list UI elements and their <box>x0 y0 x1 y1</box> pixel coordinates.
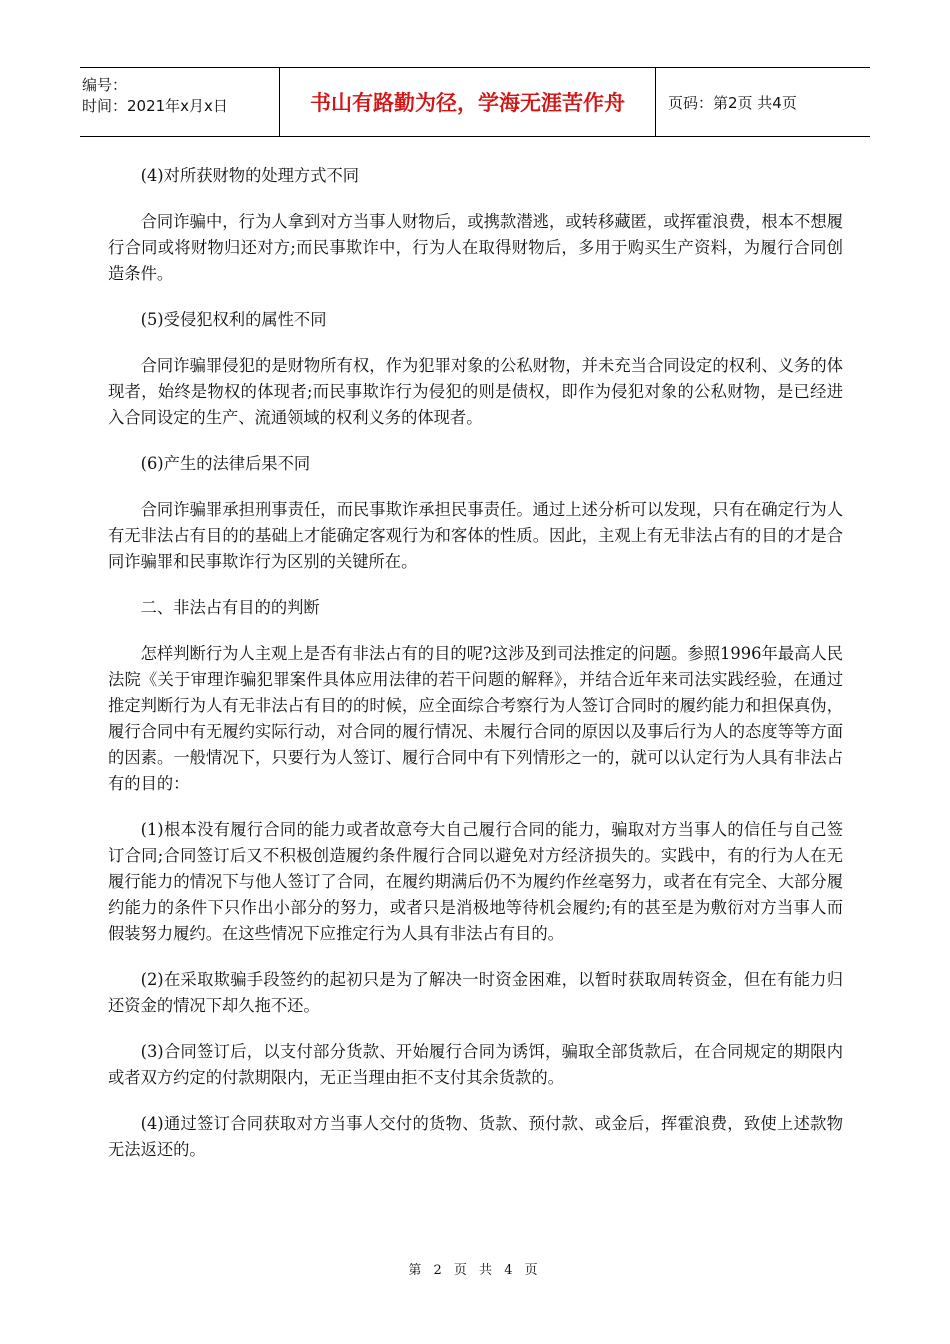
header-meta <box>80 68 280 136</box>
paragraph: (5)受侵犯权利的属性不同 <box>140 310 327 329</box>
paragraph: 怎样判断行为人主观上是否有非法占有的目的呢?这涉及到司法推定的问题。参照1996年最高人民法院《关于审理诈骗犯罪案件具体应用法律的若干问题的解释》，并结合近年来司法实践经验，在通过推定判断行为人有无非法占有目的的时候，应全面综合考察行为人签订合同时的履约能力和担保真伪，履行合同中有无履约实际行动，对合同的履行情况、未履行合同的原因以及事后行为人的态度等等方面的因素。一般情况下，只要行为人签订、履行合同中有下列情形之一的，就可以认定行为人具有非法占有的目的： <box>108 644 843 793</box>
paragraph: (4)通过签订合同获取对方当事人交付的货物、货款、预付款、或金后，挥霍浪费，致使上述款物无法返还的。 <box>108 1114 843 1159</box>
paragraph: 合同诈骗罪承担刑事责任，而民事欺诈承担民事责任。通过上述分析可以发现，只有在确定行为人有无非法占有目的的基础上才能确定客观行为和客体的性质。因此，主观上有无非法占有的目的才是合同诈骗罪和民事欺诈行为区别的关键所在。 <box>108 500 843 571</box>
paragraph: (6)产生的法律后果不同 <box>140 454 311 473</box>
page-header <box>80 67 870 137</box>
header-page-label: 页码：第2页 共4页 <box>668 93 797 112</box>
paragraph: 合同诈骗罪侵犯的是财物所有权，作为犯罪对象的公私财物，并未充当合同设定的权利、义务的体现者，始终是物权的体现者;而民事欺诈行为侵犯的则是债权，即作为侵犯对象的公私财物，是已经进入合同设定的生产、流通领域的权利义务的体现者。 <box>108 356 843 427</box>
doc-number-label: 编号： <box>82 76 128 94</box>
document-body <box>108 163 843 1183</box>
paragraph: (2)在采取欺骗手段签约的起初只是为了解决一时资金困难，以暂时获取周转资金，但在有能力归还资金的情况下却久拖不还。 <box>108 970 843 1015</box>
paragraph: (3)合同签订后，以支付部分货款、开始履行合同为诱饵，骗取全部货款后，在合同规定的期限内或者双方约定的付款期限内，无正当理由拒不支付其余货款的。 <box>108 1042 843 1087</box>
paragraph: (1)根本没有履行合同的能力或者故意夸大自己履行合同的能力，骗取对方当事人的信任与自己签订合同;合同签订后又不积极创造履约条件履行合同以避免对方经济损失的。实践中，有的行为人在无履行能力的情况下与他人签订了合同，在履约期满后仍不为履约作丝毫努力，或者在有完全、大部分履约能力的条件下只作出小部分的努力，或者只是消极地等待机会履约;有的甚至是为敷衍对方当事人而假装努力履约。在这些情况下应推定行为人具有非法占有目的。 <box>108 820 843 943</box>
header-motto: 书山有路勤为径，学海无涯苦作舟 <box>280 68 656 136</box>
time-label: 时间：2021年x月x日 <box>82 97 228 115</box>
page-footer: 第 2 页 共 4 页 <box>408 1263 542 1278</box>
paragraph: (4)对所获财物的处理方式不同 <box>140 166 360 185</box>
section-heading: 二、非法占有目的的判断 <box>140 598 320 617</box>
paragraph: 合同诈骗中，行为人拿到对方当事人财物后，或携款潜逃，或转移藏匿，或挥霍浪费，根本不想履行合同或将财物归还对方;而民事欺诈中，行为人在取得财物后，多用于购买生产资料，为履行合同创造条件。 <box>108 212 843 283</box>
